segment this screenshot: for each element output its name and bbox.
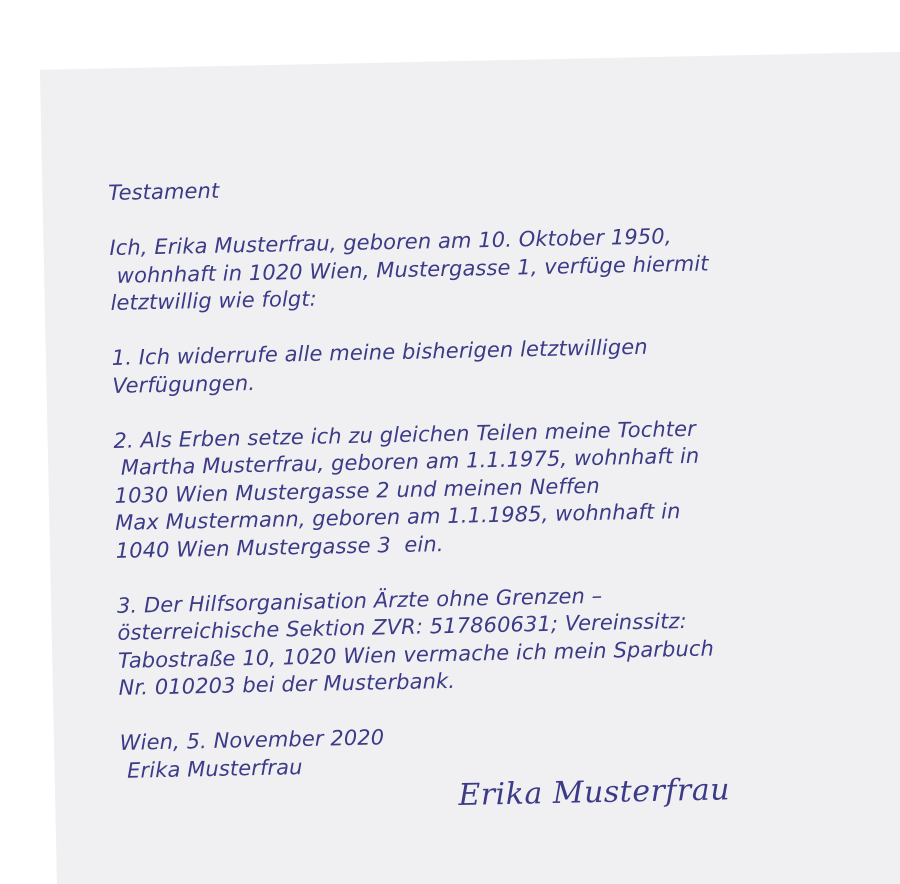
clause-2-line: 1030 Wien Mustergasse 2 und meinen Neffen (114, 473, 601, 508)
testament-text (108, 166, 771, 784)
intro-line: letztwillig wie folgt: (110, 286, 318, 315)
clause-1-line: Verfügungen. (112, 370, 256, 398)
signature: Erika Musterfrau (458, 772, 731, 813)
clause-2-line: 1040 Wien Mustergasse 3 ein. (115, 531, 444, 563)
clause-3-line: 3. Der Hilfsorganisation Ärzte ohne Grenzen – (116, 583, 603, 618)
document-title: Testament (108, 178, 220, 205)
intro-line: wohnhaft in 1020 Wien, Mustergasse 1, verfüge hiermit (109, 250, 709, 288)
clause-3-line: österreichische Sektion ZVR: 517860631; Vereinssitz: (117, 608, 688, 645)
name-line: Erika Musterfrau (120, 754, 303, 783)
clause-2-line: Max Mustermann, geboren am 1.1.1985, wohnhaft in (114, 499, 681, 535)
clause-3-line: Nr. 010203 bei der Musterbank. (118, 668, 456, 700)
clause-2-line: 2. Als Erben setze ich zu gleichen Teilen meine Tochter (113, 416, 697, 453)
place-date: Wien, 5. November 2020 (119, 725, 385, 755)
clause-2-line: Martha Musterfrau, geboren am 1.1.1975, wohnhaft in (113, 443, 700, 480)
clause-1-line: 1. Ich widerrufe alle meine bisherigen letztwilligen (111, 334, 648, 370)
clause-3-line: Tabostraße 10, 1020 Wien vermache ich mein Sparbuch (117, 635, 715, 673)
intro-line: Ich, Erika Musterfrau, geboren am 10. Oktober 1950, (109, 224, 672, 260)
